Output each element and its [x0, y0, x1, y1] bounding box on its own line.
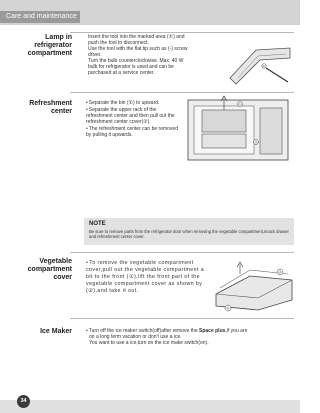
lamp-instructions	[88, 34, 228, 76]
vegetable-drawer-illustration	[210, 254, 296, 312]
lamp-line: purchased at a service center.	[88, 70, 155, 76]
refreshment-instructions	[86, 100, 178, 138]
section-label-ice-maker: Ice Maker	[40, 328, 72, 335]
note-title: NOTE	[89, 221, 106, 227]
ice-line-text: ,if you are	[225, 328, 248, 334]
fig-label: ①	[262, 64, 266, 69]
page-number: 34	[17, 395, 30, 408]
refreshment-step: • Separate the bin (①) to upward.	[86, 100, 178, 106]
section-divider	[70, 32, 294, 33]
lamp-line: driver.	[88, 52, 102, 58]
refreshment-center-illustration	[180, 94, 294, 164]
fig-label: ①	[238, 102, 242, 107]
space-plus-term: Space plus	[199, 328, 226, 334]
section-label-refreshment: Refreshment center	[29, 100, 72, 115]
ice-line-text: You want to use a ice,turn on the ice make switch(on).	[89, 340, 209, 346]
fig-label: ②	[278, 270, 282, 275]
ice-maker-instructions	[86, 328, 296, 346]
lamp-line: Insert the tool into the marked area (①) and	[88, 34, 185, 40]
lamp-line: Use the tool with the flat tip such as (-) screw	[88, 46, 188, 52]
lamp-line: push the tool to disconnect.	[88, 40, 149, 46]
ice-line-text: on a long term vacation or don't use a ice.	[89, 334, 182, 340]
refreshment-step: • Separate the upper rack of the refreshment center and then pull out the refreshment center cover(②).	[86, 107, 178, 125]
section-label-lamp: Lamp in refrigerator compartment	[27, 34, 72, 57]
ice-line-text: Turn off the ice maker switch(off)after remove the	[88, 328, 199, 334]
lamp-line: Turn the bulb counterclockwise. Max. 40 W	[88, 58, 184, 64]
section-divider	[70, 92, 294, 93]
vegetable-step: • To remove the vegetable compartment cover,pull out the vegetable compartment a bit to the front (①),lift the front part of the vegetable compartment cover as shown by (②),and take it out.	[86, 260, 210, 295]
fig-label: ①	[226, 306, 230, 311]
section-divider	[70, 318, 294, 319]
page-section-title: Care and maintenance	[0, 11, 80, 23]
note-text: Be sure to remove parts from the refrigerator door when removing the vegetable compartment,snack drawer and refreshment center cover.	[89, 229, 289, 239]
lamp-line: bulb for refrigerator is used and can be	[88, 64, 174, 70]
refreshment-step: • The refreshment center can be removed by pulling it upwards.	[86, 126, 178, 138]
footer-band	[0, 400, 300, 413]
fig-label: ②	[254, 140, 258, 145]
lamp-cover-illustration	[226, 38, 294, 86]
note-box	[84, 218, 294, 245]
vegetable-instructions	[86, 260, 210, 295]
section-label-vegetable: Vegetable compartment cover	[27, 258, 72, 281]
section-divider	[70, 252, 294, 253]
